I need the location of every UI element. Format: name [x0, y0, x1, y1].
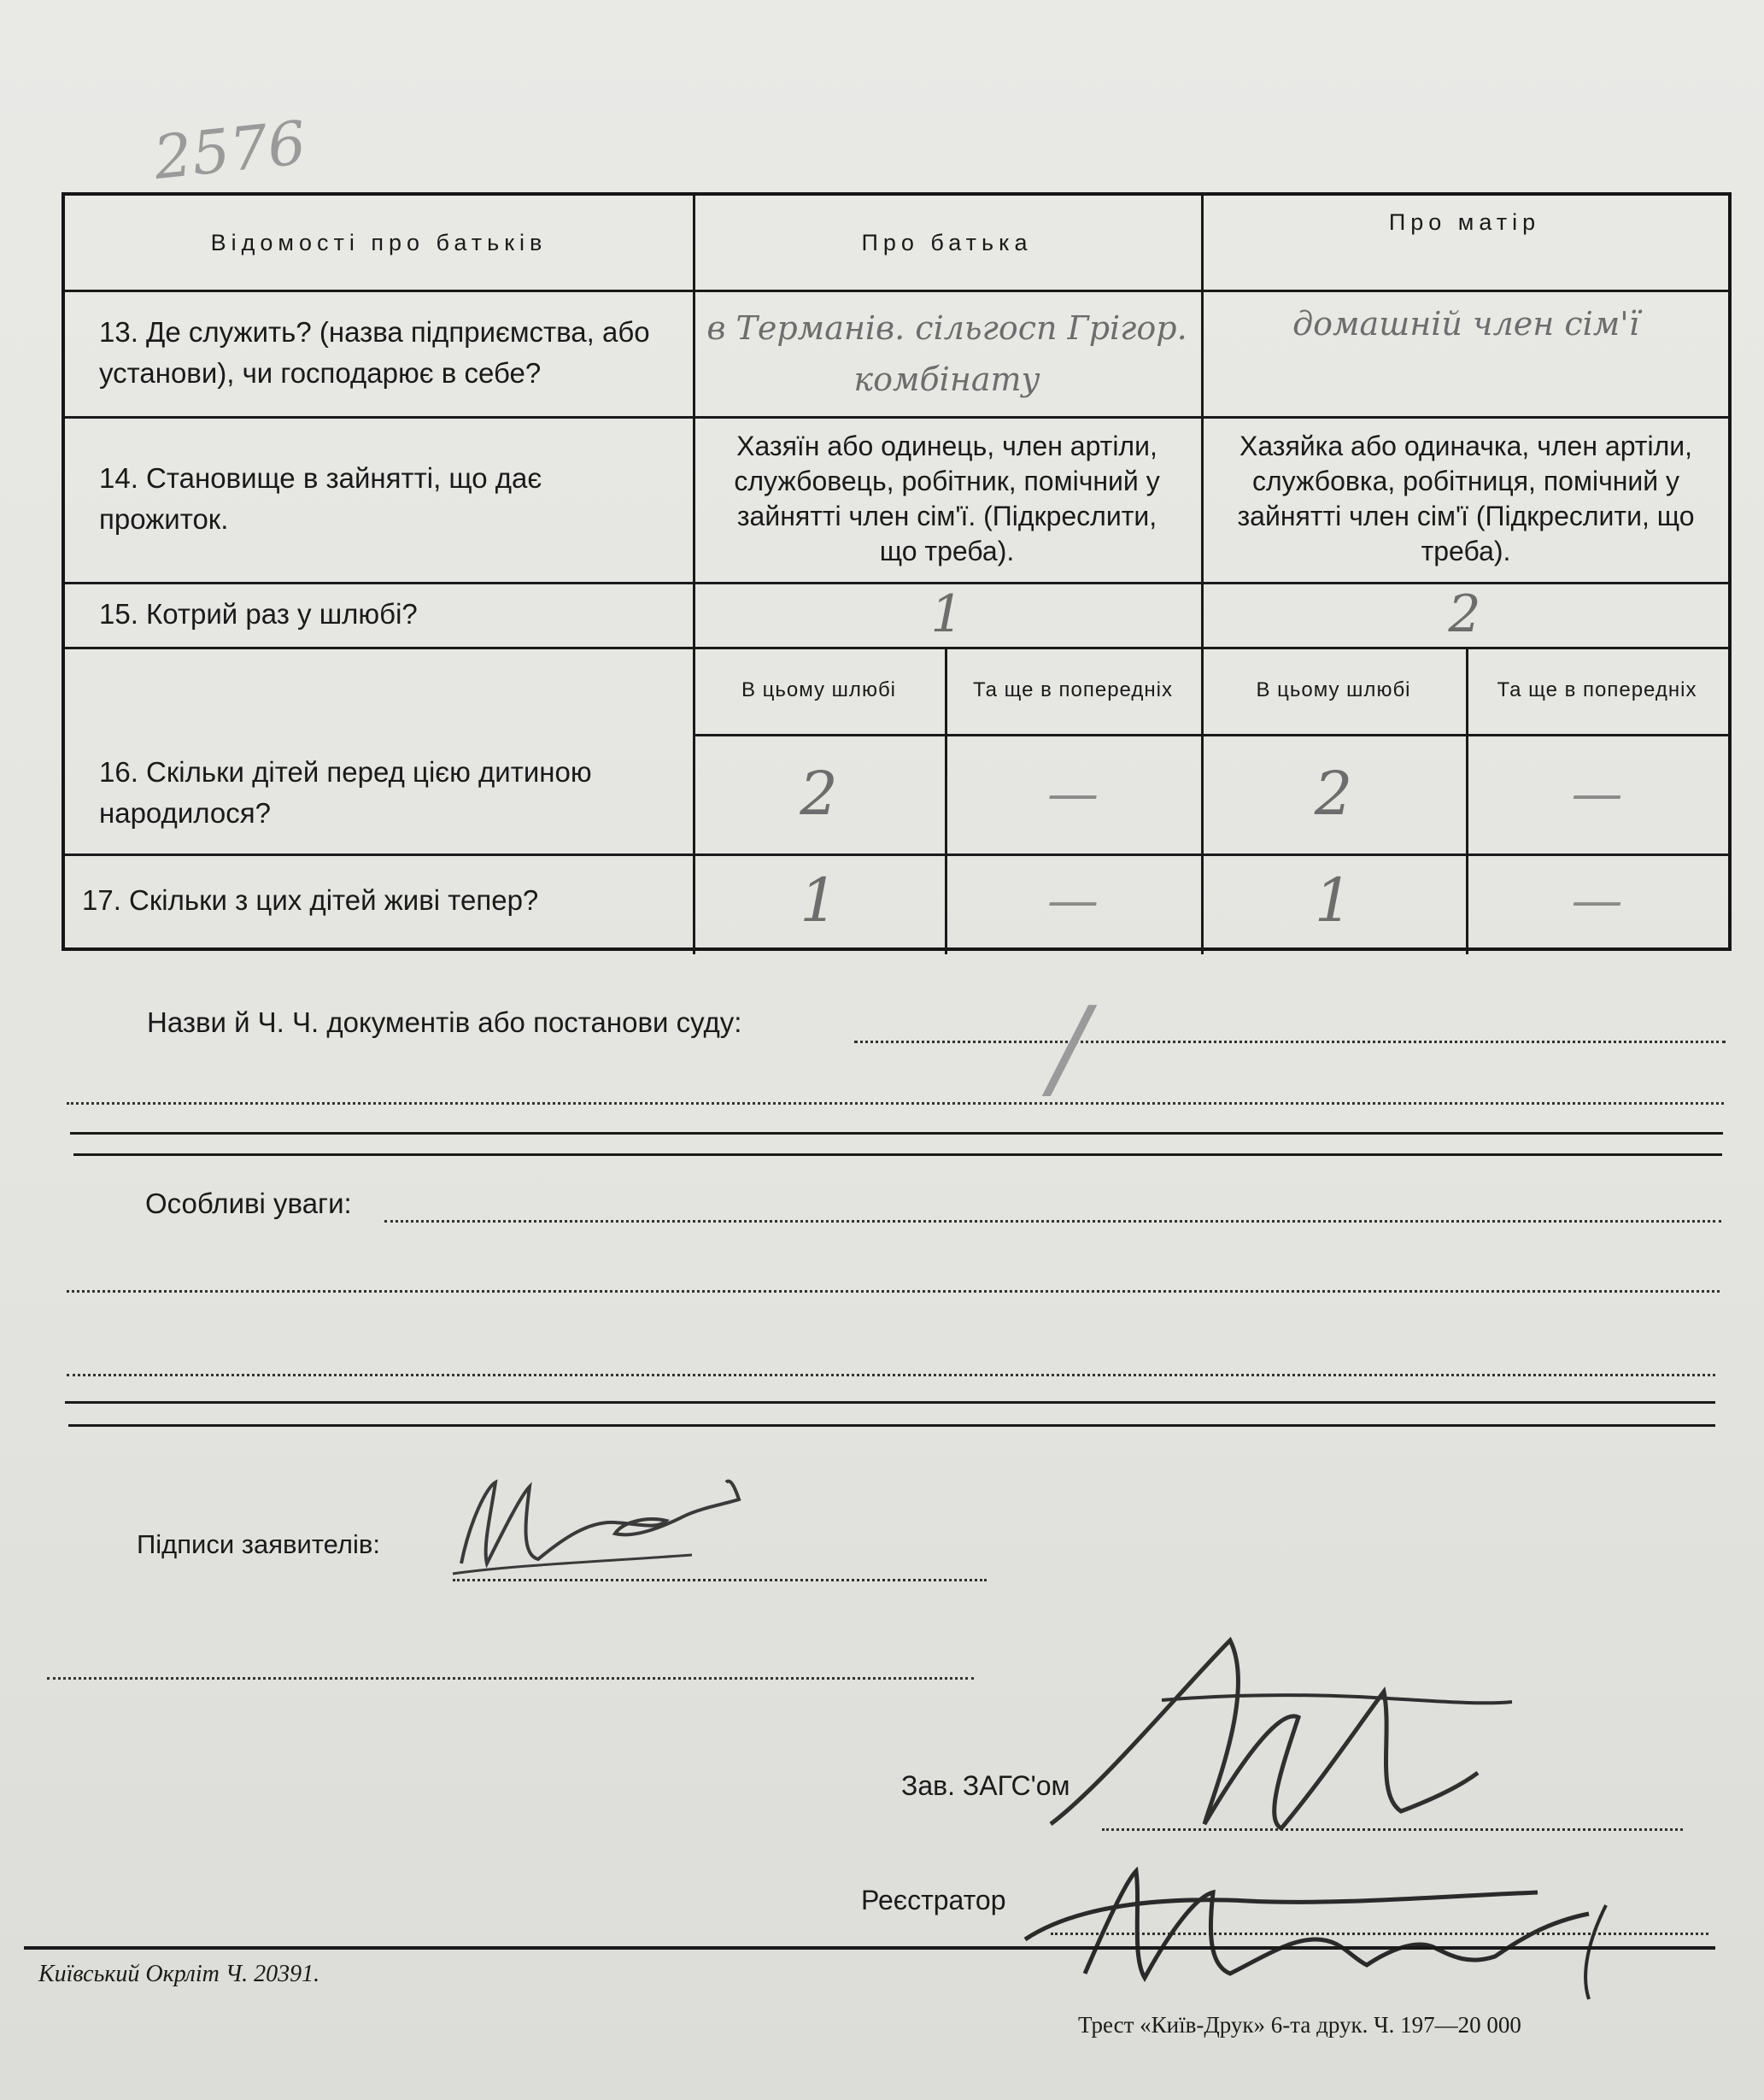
header-parents-info: Відомості про батьків: [210, 229, 548, 255]
q17-mother-this: 1: [1314, 865, 1353, 936]
q17-label: 17. Скільки з цих дітей живі тепер?: [82, 884, 539, 916]
q16-father-previous: —: [1047, 764, 1099, 824]
parents-info-table: [62, 192, 1732, 951]
footer-right: Трест «Київ-Друк» 6-та друк. Ч. 197—20 000: [1078, 2012, 1521, 2038]
subheader-father-previous: Та ще в попередніх: [973, 678, 1173, 701]
q15-label: 15. Котрий раз у шлюбі?: [99, 598, 418, 630]
q13-father-value: в Терманів. сільгосп Грігор. комбінату: [706, 309, 1187, 398]
documents-value: /: [1051, 983, 1088, 1112]
q17-father-previous: —: [1047, 871, 1099, 930]
q14-mother-options: Хазяйка або одиначка, член артіли, службовка, робітниця, помічний у зайнятті член сім'ї (Підкреслити, що треба).: [1237, 431, 1695, 566]
subheader-mother-previous: Та ще в попередніх: [1497, 678, 1697, 701]
q16-father-this: 2: [800, 759, 838, 829]
q16-mother-this: 2: [1314, 759, 1353, 829]
corner-note: 2576: [150, 107, 309, 194]
q17-mother-previous: —: [1571, 871, 1623, 930]
signatures-label: Підписи заявителів:: [137, 1529, 380, 1559]
q16-mother-previous: —: [1571, 764, 1623, 824]
q15-father-value: 1: [930, 584, 964, 644]
footer-left: Київський Окрліт Ч. 20391.: [38, 1961, 320, 1987]
zags-head-label: Зав. ЗАГС'ом: [901, 1770, 1070, 1801]
registrar-label: Реєстратор: [861, 1885, 1006, 1915]
remarks-label: Особливі уваги:: [145, 1188, 352, 1219]
subheader-father-this-marriage: В цьому шлюбі: [741, 678, 897, 701]
q15-mother-value: 2: [1448, 584, 1481, 644]
q13-mother-value: домашній член сім'ї: [1292, 305, 1639, 343]
q17-father-this: 1: [800, 865, 838, 936]
header-father: Про батька: [861, 229, 1033, 255]
applicant-signature: [444, 1469, 769, 1589]
q14-label: 14. Становище в зайнятті, що дає прожиток.: [99, 462, 542, 535]
documents-label: Назви й Ч. Ч. документів або постанови суду:: [147, 1006, 742, 1038]
q16-label: 16. Скільки дітей перед цією дитиною народилося?: [99, 756, 592, 829]
header-mother: Про матір: [1388, 209, 1541, 235]
q13-label: 13. Де служить? (назва підприємства, або установи), чи господарює в себе?: [99, 316, 650, 389]
q14-father-options: Хазяїн або одинець, член артіли, службовець, робітник, помічний у зайнятті член сім'ї. (Підкреслити, що треба).: [734, 431, 1160, 566]
subheader-mother-this-marriage: В цьому шлюбі: [1256, 678, 1411, 701]
registrar-signature: [991, 1811, 1674, 2016]
